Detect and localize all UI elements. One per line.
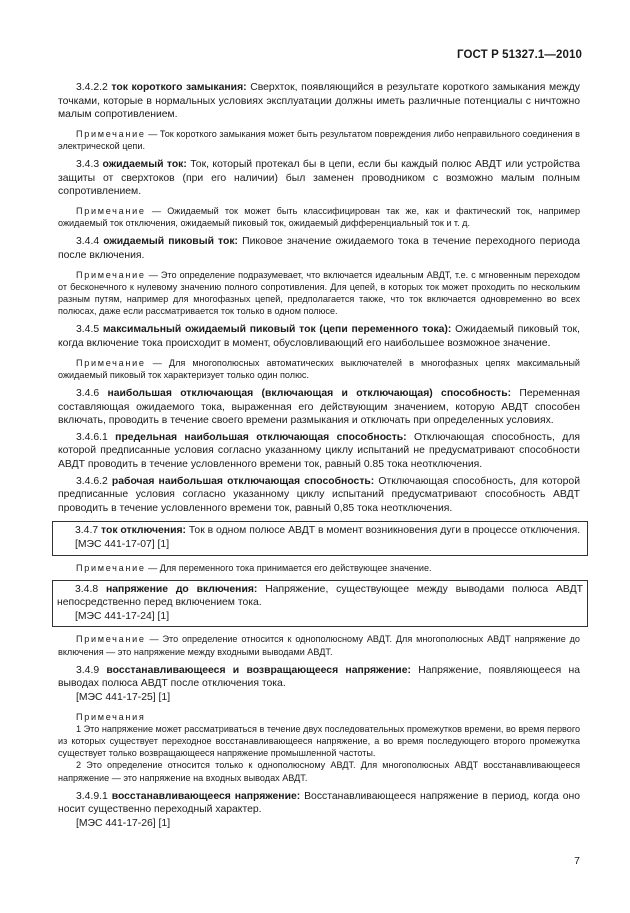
term: восстанавливающееся напряжение:: [111, 790, 301, 802]
page-number: 7: [574, 855, 580, 867]
note: Примечание — Это определение подразумевает, что включается идеальным АВДТ, т.е. с мгновенным переходом от бесконечного к нулевому значению полного сопротивления. Для цепей, в которых ток может проходить по нескольким разным путям, например для многофазных цепей, предполагается также, что ток включается одновременно во всех полюсах, даже если рассматривается ток только в одном полюсе.: [58, 269, 580, 317]
term: предельная наибольшая отключающая способность:: [115, 431, 407, 443]
reference: [МЭС 441-17-25] [1]: [76, 692, 171, 704]
note-label: Примечание: [76, 205, 146, 216]
term: максимальный ожидаемый пиковый ток (цепи переменного тока):: [102, 324, 452, 336]
note-item-2: 2 Это определение относится только к однополюсному АВДТ. Для многополюсных АВДТ восстанавливающееся напряжение — это напряжение на входных выводах АВДТ.: [58, 760, 580, 783]
clause-3-4-8: 3.4.8 напряжение до включения: Напряжение, существующее между выводами полюса АВДТ непосредственно перед включением тока.: [57, 583, 584, 609]
clause-3-4-7-box: [52, 521, 588, 555]
note-label: Примечание: [76, 128, 146, 139]
document-body: [57, 81, 584, 831]
reference: [МЭС 441-17-07] [1]: [75, 538, 170, 550]
note: Примечание — Ток короткого замыкания может быть результатом повреждения либо неправильного соединения в электрической цепи.: [58, 128, 580, 151]
note: Примечание — Для многополюсных автоматических выключателей в многофазных цепях максимальный ожидаемый пиковый ток характеризует только один полюс.: [58, 357, 580, 380]
note-label: Примечание: [76, 357, 146, 368]
note: Примечание — Ожидаемый ток может быть классифицирован так же, как и фактический ток, например ожидаемый ток отключения, ожидаемый пиковый ток, ожидаемый дифференциальный ток и т. д.: [58, 205, 581, 229]
clause-3-4-3: 3.4.3 ожидаемый ток: Ток, который протекал бы в цепи, если бы каждый полюс АВДТ или устройства защиты от сверхтоков (при его наличии) был заменен проводником с возможно малым полным сопротивлением.: [58, 159, 581, 198]
note-label: Примечание: [76, 634, 146, 645]
term: ожидаемый пиковый ток:: [103, 236, 239, 248]
clause-3-4-8-box: [52, 580, 588, 628]
note-item-1: 1 Это напряжение может рассматриваться в течение двух последовательных промежутков времени, во время первого из которых существует переходное восстанавливающееся напряжение, а во время последующего второго промежутка существует только возвращающееся напряжение промышленной частоты.: [58, 723, 580, 759]
clause-3-4-5: 3.4.5 максимальный ожидаемый пиковый ток (цепи переменного тока): Ожидаемый пиковый ток, когда включение тока происходит в момент, обусловливающий его наибольшее возможное значение.: [58, 324, 580, 349]
clause-3-4-9: 3.4.9 восстанавливающееся и возвращающееся напряжение: Напряжение, появляющееся на выводах полюса АВДТ после отключения тока.: [58, 664, 581, 690]
clause-3-4-9-1: 3.4.9.1 восстанавливающееся напряжение: Восстанавливающееся напряжение в период, когда оно носит существенно переходный характер.: [58, 790, 580, 816]
clause-3-4-6: 3.4.6 наибольшая отключающая (включающая и отключающая) способность: Переменная составляющая ожидаемого тока, выраженная его действующим значением, которую АВДТ способен включать, проводить в течение своего времени размыкания и отключать при определенных условиях.: [58, 387, 580, 427]
clause-3-4-6-1: 3.4.6.1 предельная наибольшая отключающая способность: Отключающая способность, для которой предписанные условия согласно указанному циклу испытаний не предусматривают способности АВДТ проводить в течение условленного времени ток, равный 0.85 тока неотключения.: [58, 431, 581, 470]
note: Примечание — Это определение относится к однополюсному АВДТ. Для многополюсных АВДТ напряжение до включения — это напряжение между входными выводами АВДТ.: [58, 634, 580, 657]
document-id: ГОСТ Р 51327.1—2010: [457, 49, 582, 61]
note-label: Примечание: [76, 269, 146, 280]
clause-3-4-6-2: 3.4.6.2 рабочая наибольшая отключающая способность: Отключающая способность, для которой предписанные условия согласно указанному циклу испытаний предусматривают способность АВДТ проводить в течение условленного времени ток, равный 0,85 тока неотключения.: [58, 475, 581, 514]
term: ток короткого замыкания:: [111, 82, 247, 93]
term: ожидаемый ток:: [102, 159, 187, 171]
note-label: Примечание: [76, 562, 146, 573]
reference: [МЭС 441-17-26] [1]: [76, 818, 171, 830]
reference: [МЭС 441-17-24] [1]: [75, 610, 170, 622]
note: Примечание — Для переменного тока принимается его действующее значение.: [76, 562, 432, 573]
term: ток отключения:: [101, 525, 186, 537]
term: напряжение до включения:: [105, 583, 258, 595]
notes-title: Примечания: [76, 711, 146, 722]
clause-3-4-2-2: 3.4.2.2 ток короткого замыкания: Сверхток, появляющийся в результате короткого замыкания между точками, которые в нормальных условиях эксплуатации должны иметь различные потенциалы с ничтожно малым сопротивлением.: [58, 82, 581, 121]
term: восстанавливающееся и возвращающееся напряжение:: [106, 664, 411, 676]
term: рабочая наибольшая отключающая способность:: [111, 475, 375, 487]
clause-3-4-7: 3.4.7 ток отключения: Ток в одном полюсе АВДТ в момент возникновения дуги в процессе отключения.: [75, 525, 581, 537]
term: наибольшая отключающая (включающая и отключающая) способность:: [107, 387, 512, 399]
clause-3-4-4: 3.4.4 ожидаемый пиковый ток: Пиковое значение ожидаемого тока в течение переходного периода после включения.: [58, 236, 581, 261]
